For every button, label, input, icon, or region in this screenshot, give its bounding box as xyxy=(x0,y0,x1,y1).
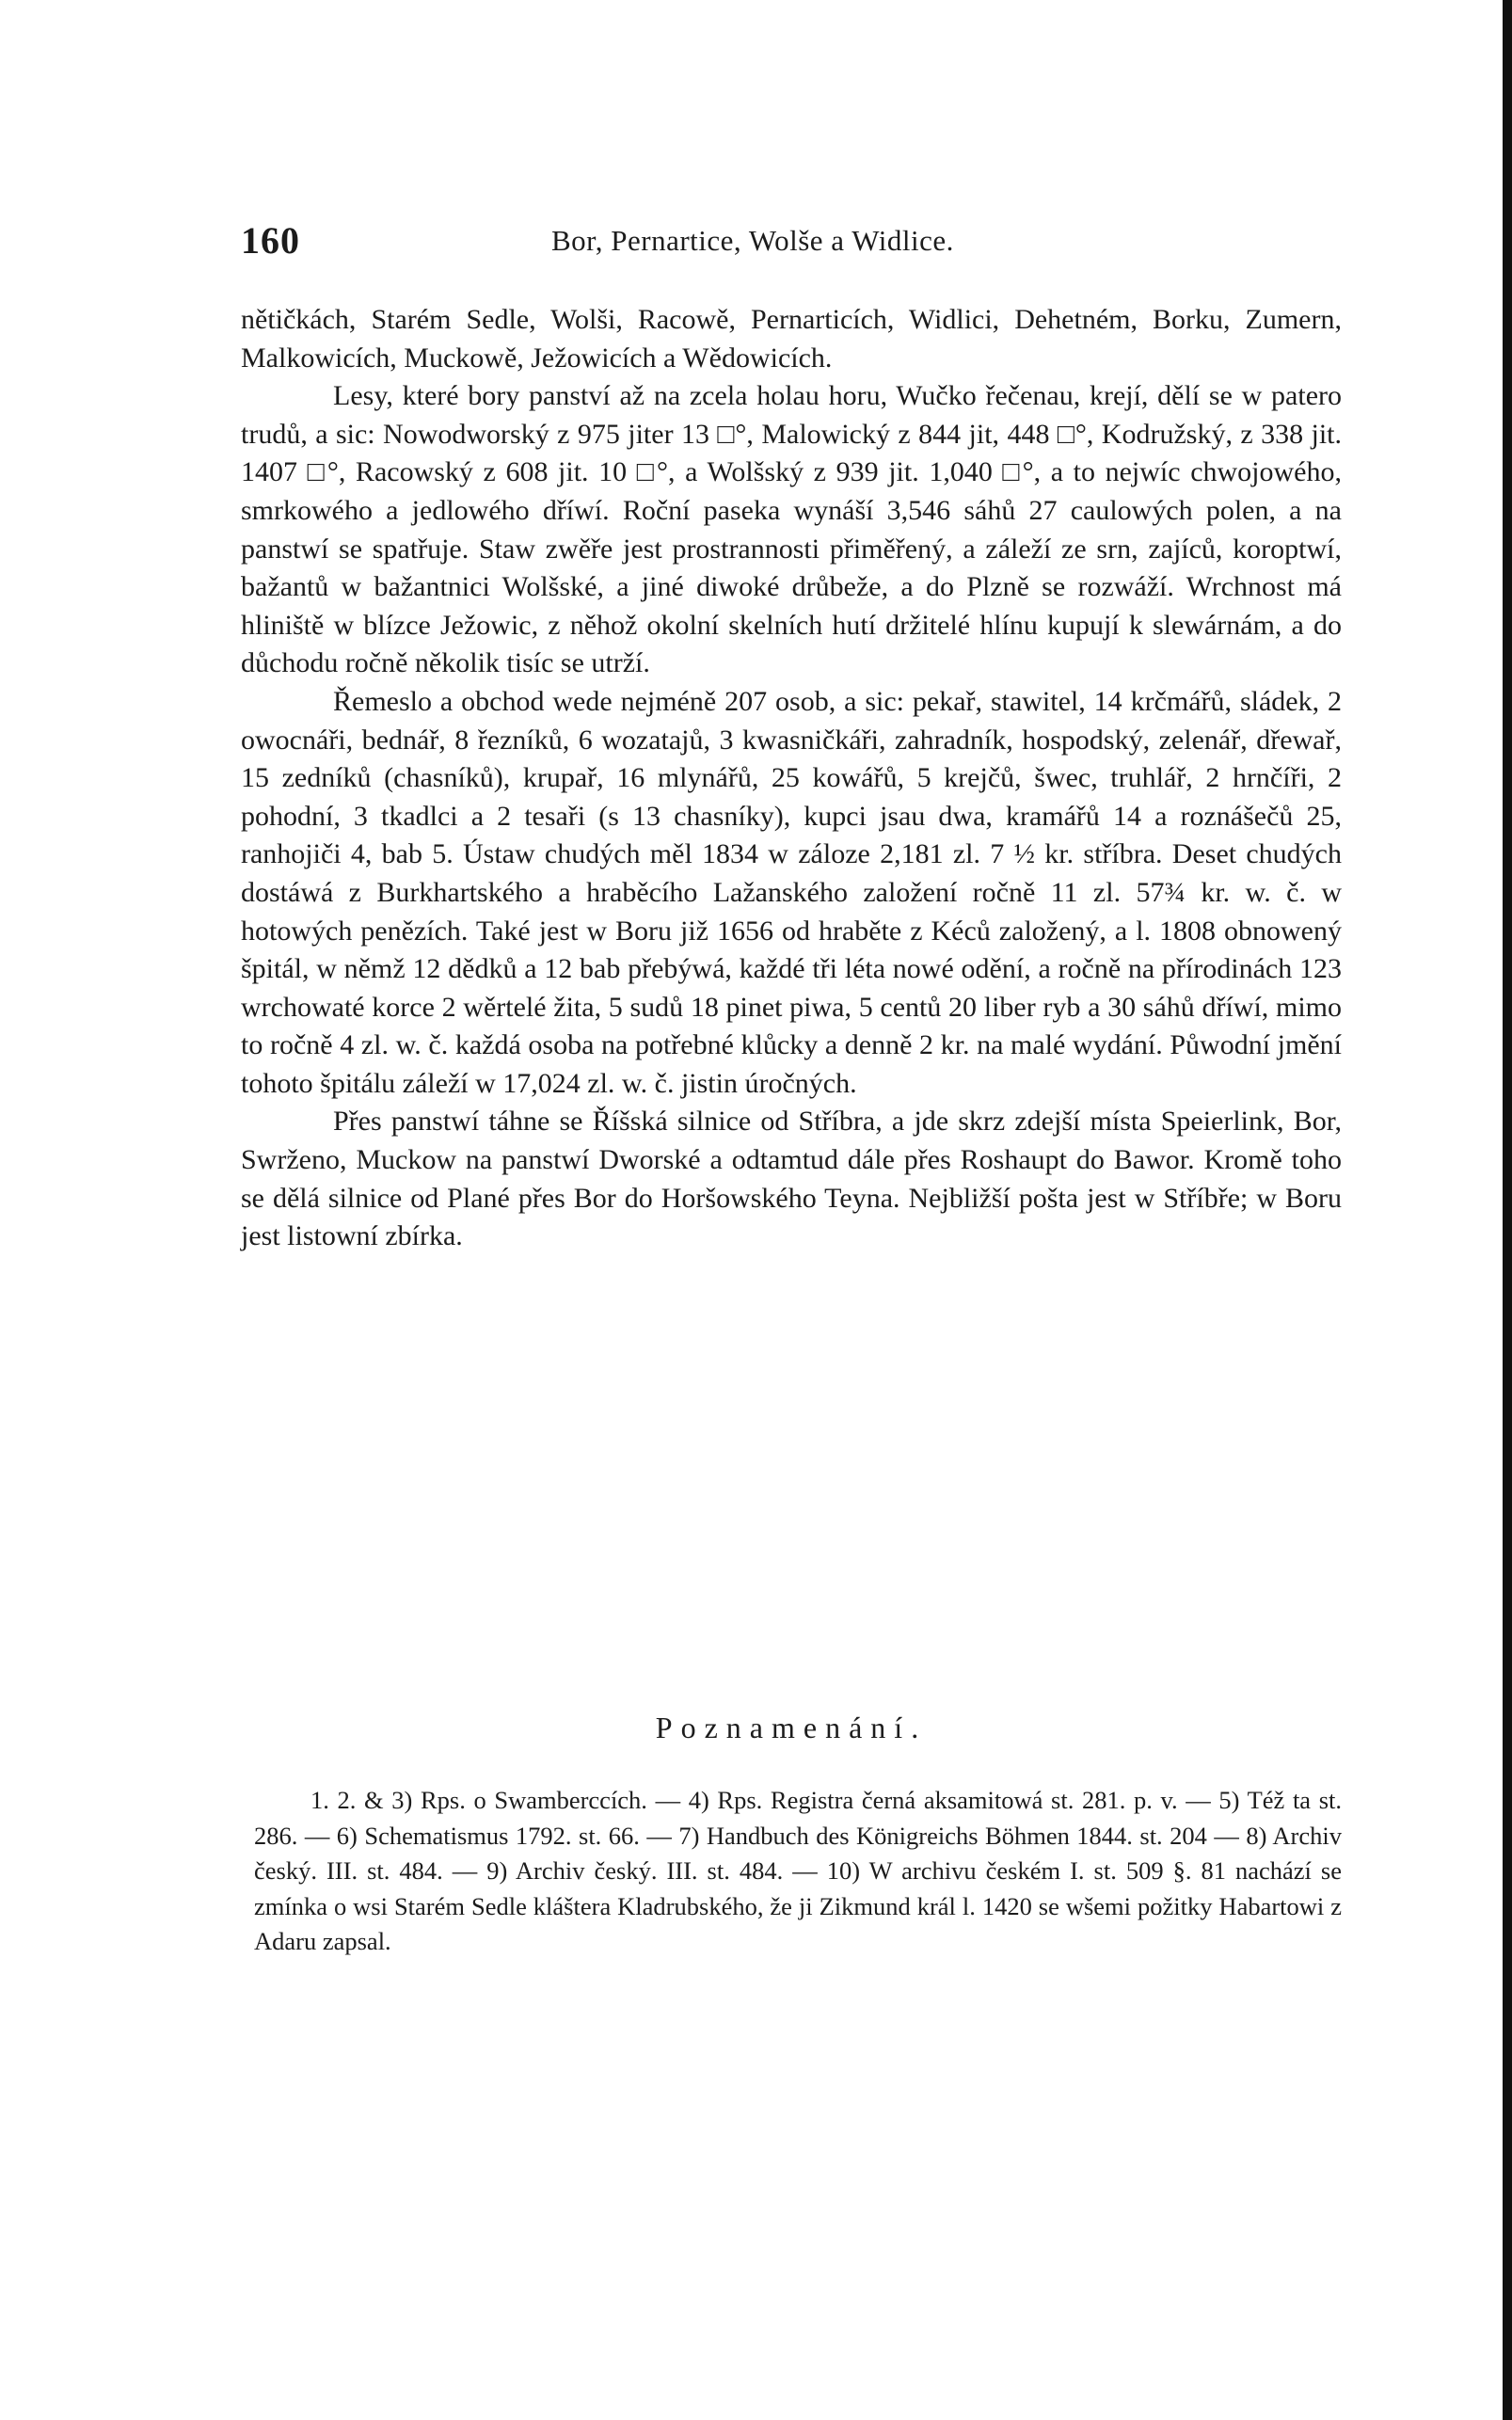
paragraph-trades: Řemeslo a obchod wede nejméně 207 osob, a sic: pekař, stawitel, 14 krčmářů, sládek, 2 owocnáři, bednář, 8 řezníků, 6 wozatajů, 3 kwasničkáři, zahradník, hospodský, zelenář, dřewař, 15 zedníků (chasníků), krupař, 16 mlynářů, 25 kowářů, 5 krejčů, šwec, truhlář, 2 hrnčíři, 2 pohodní, 3 tkadlci a 2 tesaři (s 13 chasníky), kupci jsau dwa, kramářů 14 a roznášečů 25, ranhojiči 4, bab 5. Ústaw chudých měl 1834 w záloze 2,181 zl. 7 ½ kr. stříbra. Deset chudých dostáwá z Burkhartského a hraběcího Lažanského založení ročně 11 zl. 57¾ kr. w. č. w hotowých penězích. Také jest w Boru již 1656 od hraběte z Kéců založený, a l. 1808 obnowený špitál, w němž 12 dědků a 12 bab přebýwá, každé tři léta nowé odění, a ročně na přírodinách 123 wrchowaté korce 2 wěrtelé žita, 5 sudů 18 pinet piwa, 5 centů 20 liber ryb a 30 sáhů dříwí, mimo to ročně 4 zl. w. č. každá osoba na potřebné klůcky a denně 2 kr. na malé wydání. Půwodní jmění tohoto špitálu záleží w 17,024 zl. w. č. jistin úročných. xyxy=(241,685,1342,1099)
notes-section xyxy=(254,1783,1342,1960)
page-header xyxy=(241,218,1342,265)
paragraph-roads: Přes panstwí táhne se Říšská silnice od Stříbra, a jde skrz zdejší místa Speierlink, Bor, Swrženo, Muckow na panstwí Dworské a odtamtud dále přes Roshaupt do Bawor. Kromě toho se dělá silnice od Plané přes Bor do Horšowského Teyna. Nejbližší pošta jest w Stříbře; w Boru jest listowní zbírka. xyxy=(241,1106,1342,1252)
notes-title: Poznamenání. xyxy=(655,1711,928,1744)
paragraph-forests: Lesy, které bory panství až na zcela holau horu, Wučko řečenau, krejí, dělí se w patero trudů, a sic: Nowodworský z 975 jiter 13 □°, Malowický z 844 jit, 448 □°, Kodružský, z 338 jit. 1407 □°, Racowský z 608 jit. 10 □°, a Wolšský z 939 jit. 1,040 □°, a to nejwíc chwojowého, smrkowého a jedlowého dříwí. Roční paseka wynáší 3,546 sáhů 27 caulowých polen, a na panstwí se spatřuje. Staw zwěře jest prostrannosti přiměřený, a záleží ze srn, zajíců, koroptwí, bažantů w bažantnici Wolšské, a jiné diwoké drůbeže, a do Plzně se rozwáží. Wrchnost má hliniště w blízce Ježowic, z něhož okolní skelních hutí držitelé hlínu kupují k slewárnám, a do důchodu ročně několik tisíc se utrží. xyxy=(241,380,1342,679)
footnotes: 1. 2. & 3) Rps. o Swamberccích. — 4) Rps. Registra černá aksamitowá st. 281. p. v. — 5) Též ta st. 286. — 6) Schematismus 1792. st. 66. — 7) Handbuch des Königreichs Böhmen 1844. st. 204 — 8) Archiv český. III. st. 484. — 9) Archiv český. III. st. 484. — 10) W archivu českém I. st. 509 §. 81 nachází se zmínka o wsi Starém Sedle kláštera Kladrubského, že ji Zikmund král l. 1420 se wšemi požitky Habartowi z Adaru zapsal. xyxy=(254,1786,1342,1955)
body-text xyxy=(241,301,1342,1256)
paragraph-villages: nětičkách, Starém Sedle, Wolši, Racowě, Pernarticích, Widlici, Dehetném, Borku, Zumern, Malkowicích, Muckowě, Ježowicích a Wědowicích. xyxy=(241,304,1342,374)
page-number: 160 xyxy=(241,219,300,262)
scan-edge xyxy=(1503,0,1512,2420)
running-head: Bor, Pernartice, Wolše a Widlice. xyxy=(551,224,954,257)
